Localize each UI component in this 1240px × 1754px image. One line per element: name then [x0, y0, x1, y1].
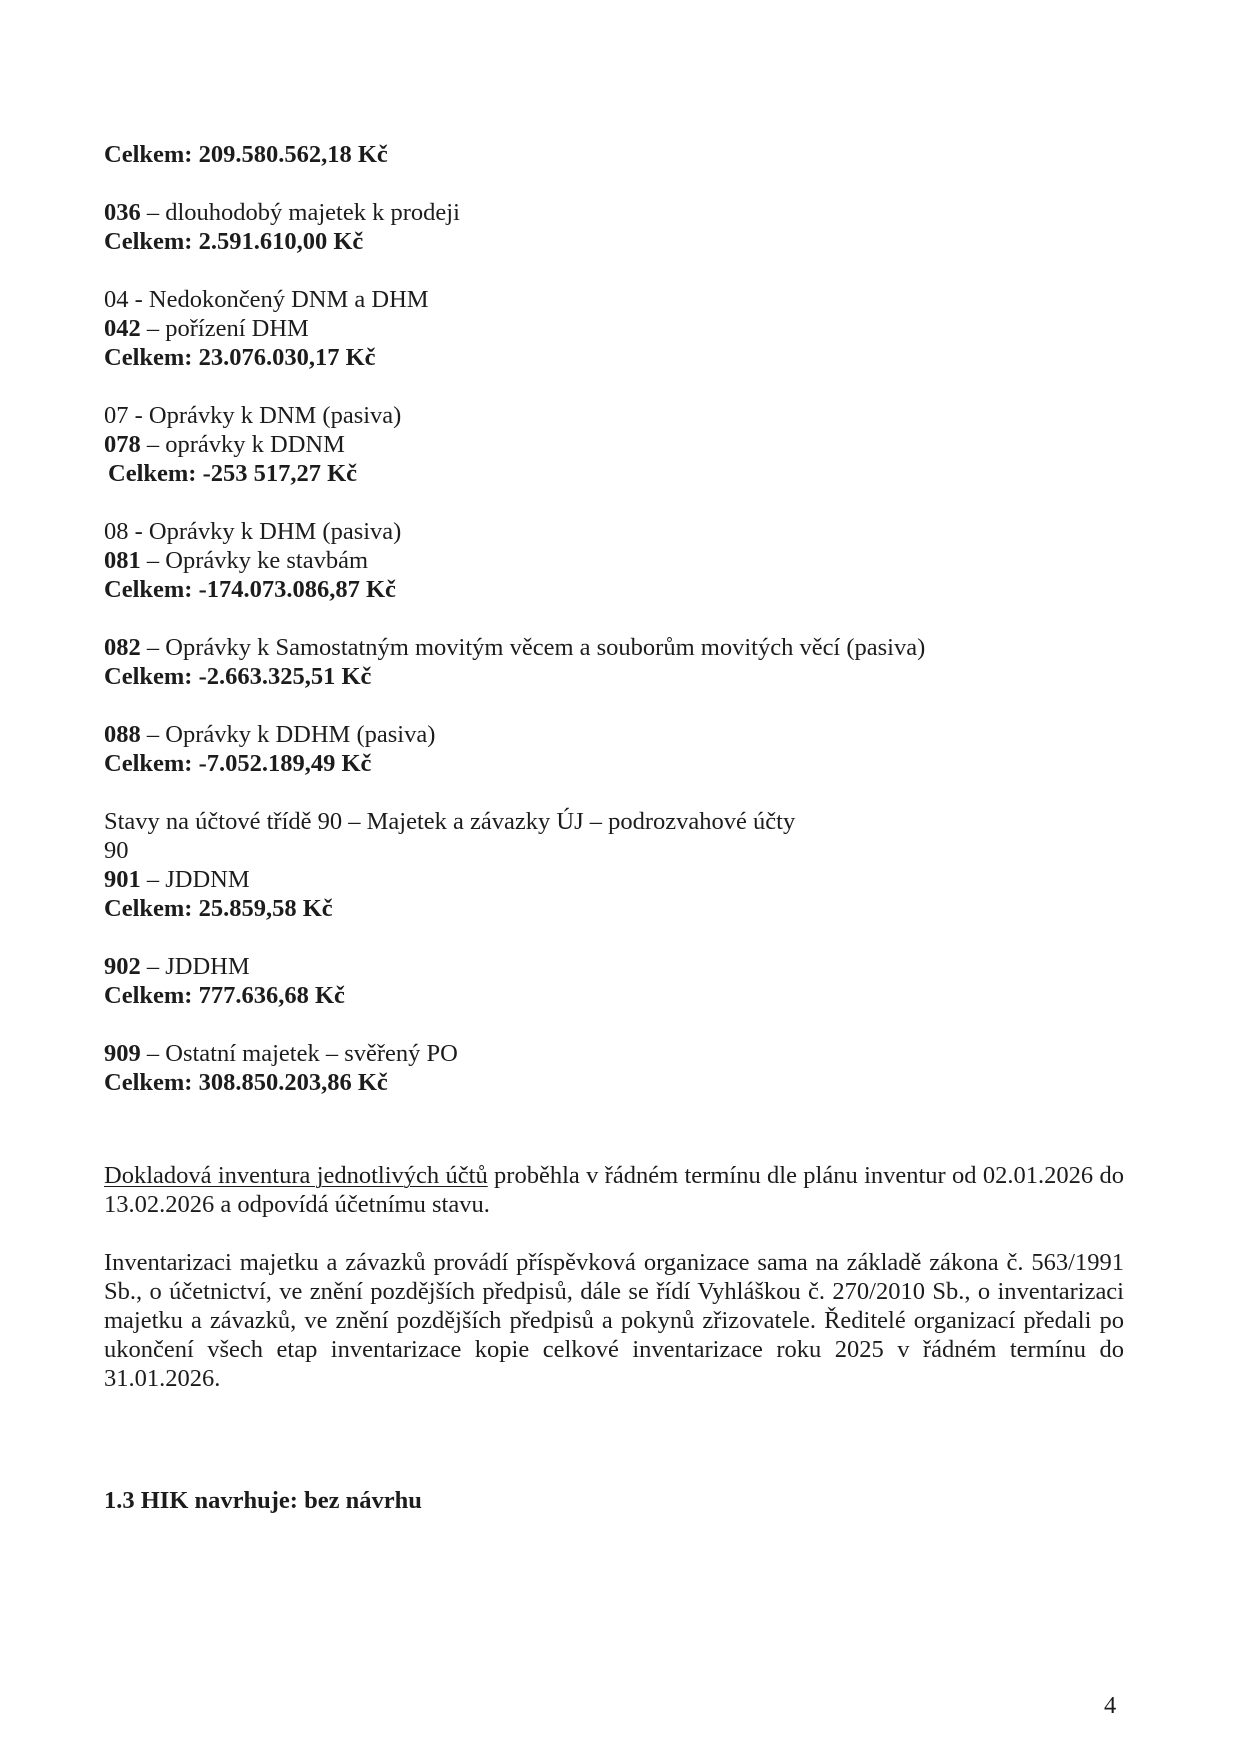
- account-description: – oprávky k DDNM: [140, 431, 345, 458]
- page-number: 4: [1104, 1692, 1117, 1719]
- account-code: 909: [104, 1040, 141, 1067]
- account-04-block: [104, 285, 1124, 372]
- account-description: – dlouhodobý majetek k prodeji: [140, 199, 460, 226]
- spacer: [104, 1422, 1124, 1486]
- account-description: – JDDHM: [140, 953, 250, 980]
- total-line: Celkem: -7.052.189,49 Kč: [104, 750, 372, 777]
- account-line: [104, 546, 1124, 575]
- inventory-paragraph: [104, 1161, 1124, 1219]
- underlined-phrase: Dokladová inventura jednotlivých účtů: [104, 1162, 488, 1189]
- account-code: 036: [104, 199, 141, 226]
- account-90-block: [104, 807, 1124, 923]
- total-line: Celkem: -2.663.325,51 Kč: [104, 663, 372, 690]
- account-description: – Ostatní majetek – svěřený PO: [140, 1040, 458, 1067]
- document-body: [104, 140, 1124, 1515]
- class-line: 08 - Oprávky k DHM (pasiva): [104, 518, 402, 545]
- class-line: 07 - Oprávky k DNM (pasiva): [104, 402, 402, 429]
- account-code: 901: [104, 866, 141, 893]
- account-description: – JDDNM: [140, 866, 250, 893]
- account-description: – Oprávky k Samostatným movitým věcem a souborům movitých věcí (pasiva): [140, 634, 926, 661]
- account-line: [104, 314, 1124, 343]
- section-heading: 1.3 HIK navrhuje: bez návrhu: [104, 1487, 422, 1514]
- spacer: [104, 1126, 1124, 1161]
- account-902-block: [104, 952, 1124, 1010]
- account-909-block: [104, 1039, 1124, 1097]
- class-line: 04 - Nedokončený DNM a DHM: [104, 286, 429, 313]
- paragraph-text: proběhla v řádném termínu dle plánu inventur od 02.01.2026 do 13.02.2026 a odpovídá účetnímu stavu.: [104, 1162, 1124, 1218]
- account-line: [104, 633, 1124, 662]
- account-082-block: [104, 633, 1124, 691]
- total-line: Celkem: -253 517,27 Kč: [108, 460, 358, 487]
- total-line: Celkem: 777.636,68 Kč: [104, 982, 345, 1009]
- inventarization-paragraph: Inventarizaci majetku a závazků provádí příspěvková organizace sama na základě zákona č. 563/1991 Sb., o účetnictví, ve znění pozdějších předpisů, dále se řídí Vyhláškou č. 270/2010 Sb., o inventarizaci majetku a závazků, ve znění pozdějších předpisů a pokynů zřizovatele. Ředitelé organizací předali po ukončení všech etap inventarizace kopie celkové inventarizace roku 2025 v řádném termínu do 31.01.2026.: [104, 1249, 1124, 1392]
- account-code: 082: [104, 634, 141, 661]
- total-line: Celkem: 23.076.030,17 Kč: [104, 344, 376, 371]
- account-code: 081: [104, 547, 141, 574]
- account-description: – pořízení DHM: [140, 315, 309, 342]
- account-line: [104, 1039, 1124, 1068]
- account-description: – Oprávky k DDHM (pasiva): [140, 721, 436, 748]
- account-07-block: [104, 401, 1124, 488]
- account-036-block: [104, 198, 1124, 256]
- total-line: Celkem: 308.850.203,86 Kč: [104, 1069, 388, 1096]
- account-line: [104, 430, 1124, 459]
- account-line: [104, 720, 1124, 749]
- account-code: 088: [104, 721, 141, 748]
- account-line: [104, 952, 1124, 981]
- account-line: [104, 865, 1124, 894]
- total-line: Celkem: 25.859,58 Kč: [104, 895, 333, 922]
- account-088-block: [104, 720, 1124, 778]
- total-line: Celkem: -174.073.086,87 Kč: [104, 576, 396, 603]
- account-description: – Oprávky ke stavbám: [140, 547, 368, 574]
- class-number-line: 90: [104, 837, 129, 864]
- total-line: Celkem: 209.580.562,18 Kč: [104, 141, 388, 168]
- account-total-block: [104, 140, 1124, 169]
- account-code: 902: [104, 953, 141, 980]
- account-08-block: [104, 517, 1124, 604]
- class-line: Stavy na účtové třídě 90 – Majetek a závazky ÚJ – podrozvahové účty: [104, 808, 796, 835]
- total-line: Celkem: 2.591.610,00 Kč: [104, 228, 364, 255]
- account-line: [104, 198, 1124, 227]
- account-code: 042: [104, 315, 141, 342]
- account-code: 078: [104, 431, 141, 458]
